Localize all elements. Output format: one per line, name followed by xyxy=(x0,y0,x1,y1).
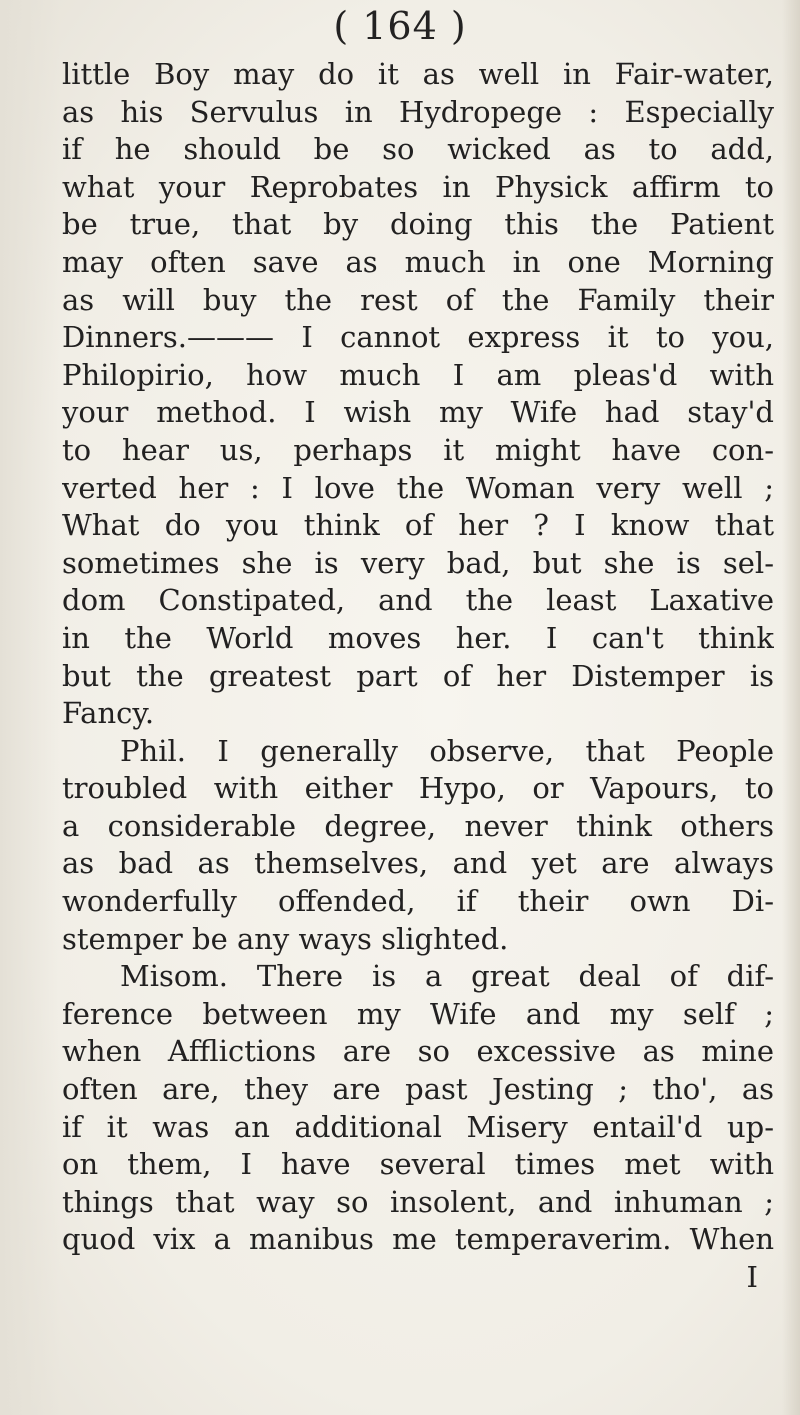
text-line: Dinners.——— I cannot express it to you, xyxy=(62,320,774,355)
text-line: troubled with either Hypo, or Vapours, to xyxy=(62,771,774,806)
page-right-shadow xyxy=(782,0,800,1415)
text-line: in the World moves her. I can't think xyxy=(62,620,774,655)
text-line: but the greatest part of her Distemper is xyxy=(62,658,774,693)
body-text xyxy=(62,56,774,1297)
text-line: What do you think of her ? I know that xyxy=(62,508,774,543)
text-line: on them, I have several times met with xyxy=(62,1147,774,1182)
text-line: things that way so insolent, and inhuman ; xyxy=(62,1184,774,1219)
text-line: often are, they are past Jesting ; tho', as xyxy=(62,1072,774,1107)
text-line: Misom. There is a great deal of dif- xyxy=(120,959,774,994)
text-line: when Afflictions are so excessive as mine xyxy=(62,1034,774,1069)
text-line: be true, that by doing this the Patient xyxy=(62,207,774,242)
page-number: ( 164 ) xyxy=(333,4,467,48)
text-line: what your Reprobates in Physick affirm to xyxy=(62,169,774,204)
text-line: sometimes she is very bad, but she is sel- xyxy=(62,545,774,580)
text-line: verted her : I love the Woman very well ; xyxy=(62,470,774,505)
text-line: Philopirio, how much I am pleas'd with xyxy=(62,357,774,392)
text-line: as will buy the rest of the Family their xyxy=(62,282,774,317)
catchword: I xyxy=(746,1260,758,1294)
text-line: wonderfully offended, if their own Di- xyxy=(62,884,774,919)
text-line: Fancy. xyxy=(62,696,155,731)
text-line: to hear us, perhaps it might have con- xyxy=(62,432,774,467)
text-line: little Boy may do it as well in Fair-water, xyxy=(62,57,774,91)
text-line: quod vix a manibus me temperaverim. When xyxy=(62,1222,774,1257)
text-line: as his Servulus in Hydropege : Especially xyxy=(62,94,774,129)
text-line: Phil. I generally observe, that People xyxy=(120,733,774,768)
text-line: your method. I wish my Wife had stay'd xyxy=(62,395,774,430)
text-line: a considerable degree, never think others xyxy=(62,808,774,843)
text-line: stemper be any ways slighted. xyxy=(62,921,509,956)
text-line: may often save as much in one Morning xyxy=(62,244,774,279)
text-line: dom Constipated, and the least Laxative xyxy=(62,583,774,618)
text-line: as bad as themselves, and yet are always xyxy=(62,846,774,881)
text-line: if he should be so wicked as to add, xyxy=(62,132,774,167)
text-line: ference between my Wife and my self ; xyxy=(62,996,774,1031)
text-line: if it was an additional Misery entail'd up- xyxy=(62,1109,774,1144)
page-left-shadow xyxy=(0,0,60,1415)
